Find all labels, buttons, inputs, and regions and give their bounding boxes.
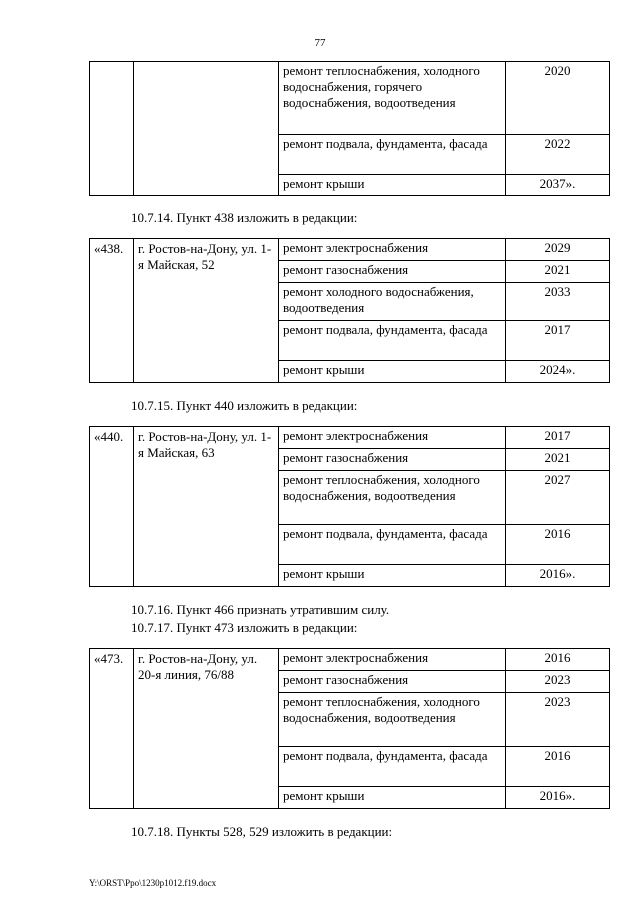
work-cell: ремонт теплоснабжения, холодного водоснабжения, водоотведения — [279, 471, 506, 525]
address-cell: г. Ростов-на-Дону, ул. 20-я линия, 76/88 — [134, 649, 279, 809]
year-cell: 2021 — [506, 449, 610, 471]
work-cell: ремонт подвала, фундамента, фасада — [279, 525, 506, 565]
item-number-cell: «440. — [90, 427, 134, 587]
year-cell: 2029 — [506, 239, 610, 261]
year-cell: 2017 — [506, 427, 610, 449]
year-cell: 2021 — [506, 261, 610, 283]
paragraph-10-7-18: 10.7.18. Пункты 528, 529 изложить в редакции: — [131, 824, 393, 839]
work-cell: ремонт электроснабжения — [279, 427, 506, 449]
paragraph-10-7-16: 10.7.16. Пункт 466 признать утратившим силу. — [131, 602, 390, 617]
address-cell: г. Ростов-на-Дону, ул. 1-я Майская, 63 — [134, 427, 279, 587]
year-cell: 2016 — [506, 649, 610, 671]
work-cell: ремонт газоснабжения — [279, 449, 506, 471]
year-cell: 2022 — [506, 135, 610, 175]
item-number-cell: «438. — [90, 239, 134, 383]
work-cell: ремонт крыши — [279, 565, 506, 587]
work-cell: ремонт электроснабжения — [279, 239, 506, 261]
work-cell: ремонт холодного водоснабжения, водоотведения — [279, 283, 506, 321]
paragraph-10-7-17: 10.7.17. Пункт 473 изложить в редакции: — [131, 620, 358, 635]
work-cell: ремонт крыши — [279, 787, 506, 809]
address-cell: г. Ростов-на-Дону, ул. 1-я Майская, 52 — [134, 239, 279, 383]
repair-table-440 — [89, 426, 610, 587]
page-number: 77 — [314, 37, 326, 49]
year-cell: 2016». — [506, 787, 610, 809]
paragraph-10-7-15: 10.7.15. Пункт 440 изложить в редакции: — [131, 398, 358, 413]
item-number-cell — [90, 62, 134, 196]
footer-file-path: Y:\ORST\Ppo\1230p1012.f19.docx — [89, 878, 217, 888]
repair-table-473 — [89, 648, 610, 809]
year-cell: 2020 — [506, 62, 610, 135]
work-cell: ремонт подвала, фундамента, фасада — [279, 747, 506, 787]
year-cell: 2033 — [506, 283, 610, 321]
year-cell: 2016». — [506, 565, 610, 587]
year-cell: 2023 — [506, 693, 610, 747]
repair-table-continued — [89, 61, 610, 196]
year-cell: 2023 — [506, 671, 610, 693]
paragraph-10-7-14: 10.7.14. Пункт 438 изложить в редакции: — [131, 210, 358, 225]
work-cell: ремонт теплоснабжения, холодного водоснабжения, горячего водоснабжения, водоотведения — [279, 62, 506, 135]
item-number-cell: «473. — [90, 649, 134, 809]
work-cell: ремонт газоснабжения — [279, 261, 506, 283]
year-cell: 2027 — [506, 471, 610, 525]
work-cell: ремонт крыши — [279, 361, 506, 383]
address-cell — [134, 62, 279, 196]
year-cell: 2037». — [506, 175, 610, 196]
year-cell: 2017 — [506, 321, 610, 361]
work-cell: ремонт газоснабжения — [279, 671, 506, 693]
work-cell: ремонт теплоснабжения, холодного водоснабжения, водоотведения — [279, 693, 506, 747]
year-cell: 2016 — [506, 525, 610, 565]
work-cell: ремонт электроснабжения — [279, 649, 506, 671]
work-cell: ремонт крыши — [279, 175, 506, 196]
work-cell: ремонт подвала, фундамента, фасада — [279, 321, 506, 361]
year-cell: 2016 — [506, 747, 610, 787]
work-cell: ремонт подвала, фундамента, фасада — [279, 135, 506, 175]
repair-table-438 — [89, 238, 610, 383]
year-cell: 2024». — [506, 361, 610, 383]
